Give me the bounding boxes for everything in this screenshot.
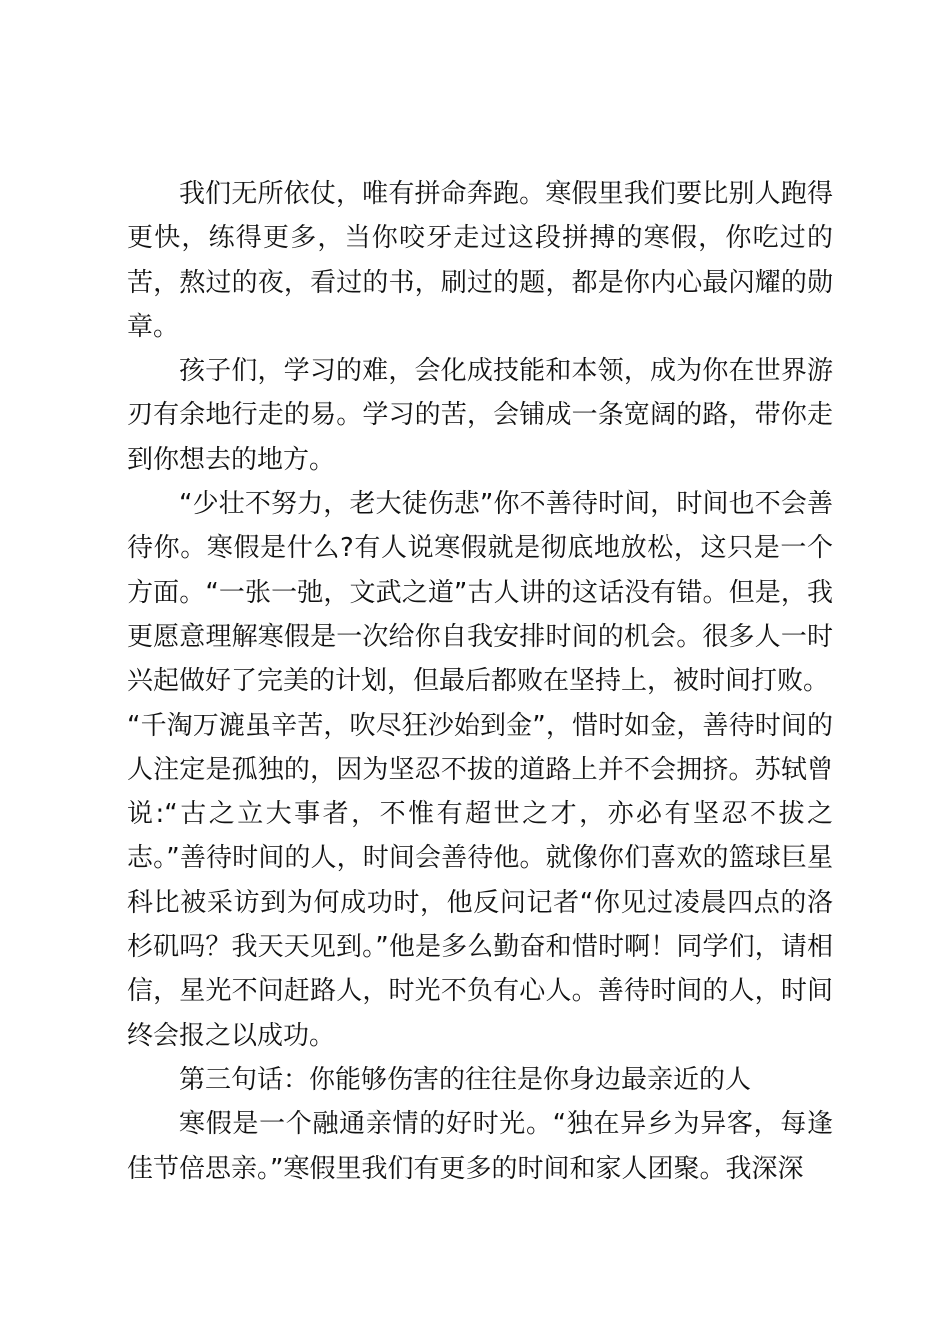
body-text — [127, 172, 833, 1191]
paragraph-2: 孩子们，学习的难，会化成技能和本领，成为你在世界游刃有余地行走的易。学习的苦，会铺成一条宽阔的路，带你走到你想去的地方。 — [127, 356, 833, 475]
paragraph-3: “少壮不努力，老大徒伤悲”你不善待时间，时间也不会善待你。寒假是什么?有人说寒假就是彻底地放松，这只是一个方面。“一张一弛，文武之道”古人讲的这话没有错。但是，我更愿意理解寒假是一次给你自我安排时间的机会。很多人一时兴起做好了完美的计划，但最后都败在坚持上，被时间打败。 — [127, 489, 833, 697]
paragraph-5: 寒假是一个融通亲情的好时光。“独在异乡为异客，每逢佳节倍思亲。”寒假里我们有更多的时间和家人团聚。我深深 — [127, 1109, 833, 1184]
section-heading: 第三句话：你能够伤害的往往是你身边最亲近的人 — [179, 1064, 752, 1095]
paragraph-1: 我们无所依仗，唯有拼命奔跑。寒假里我们要比别人跑得更快，练得更多，当你咬牙走过这段拼搏的寒假，你吃过的苦，熬过的夜，看过的书，刷过的题，都是你内心最闪耀的勋章。 — [127, 179, 833, 342]
paragraph-4: “千淘万漉虽辛苦，吹尽狂沙始到金”，惜时如金，善待时间的人注定是孤独的，因为坚忍不拔的道路上并不会拥挤。苏轼曾说:“古之立大事者，不惟有超世之才，亦必有坚忍不拔之志。”善待时间的人，时间会善待他。就像你们喜欢的篮球巨星科比被采访到为何成功时，他反问记者“你见过凌晨四点的洛杉矶吗？我天天见到。”他是多么勤奋和惜时啊！同学们，请相信，星光不问赶路人，时光不负有心人。善待时间的人，时间终会报之以成功。 — [127, 710, 833, 1051]
